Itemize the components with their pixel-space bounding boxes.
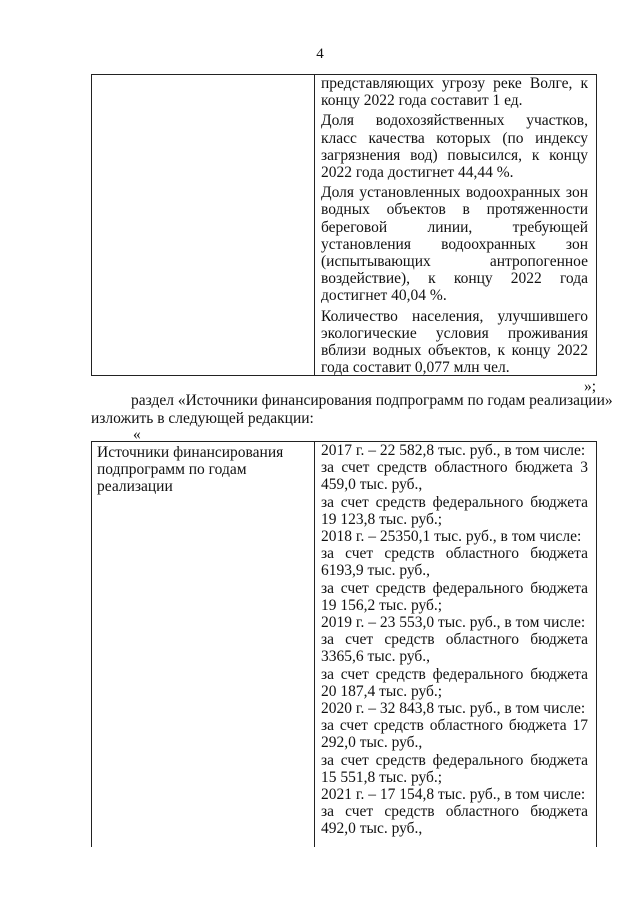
funding-line: 2017 г. – 22 582,8 тыс. руб., в том числе: (321, 442, 586, 459)
funding-sources-label: Источники финансирования подпрограмм по годам реализации (97, 444, 284, 496)
funding-table-left-cell (92, 442, 315, 847)
section-instruction-line: изложить в следующей редакции: (91, 409, 314, 427)
indicator-paragraph: представляющих угрозу реке Волге, к концу 2022 года составит 1 ед. (321, 75, 588, 110)
funding-line: за счет средств областного бюджета 17 292,0 тыс. руб., (321, 717, 588, 752)
closing-quote: »; (583, 378, 596, 395)
indicator-paragraph: Доля водохозяйственных участков, класс качества которых (по индексу загрязнения вод) повысился, к концу 2022 года достигнет 44,44 %. (321, 112, 588, 182)
funding-line: за счет средств федерального бюджета 19 123,8 тыс. руб.; (321, 493, 588, 528)
section-instruction-line: раздел «Источники финансирования подпрограмм по годам реализации» (131, 392, 613, 409)
section-instruction (91, 392, 613, 427)
funding-table (91, 441, 597, 847)
funding-line: 2019 г. – 23 553,0 тыс. руб., в том числе: (321, 614, 586, 632)
indicator-paragraph: Количество населения, улучшившего экологические условия проживания вблизи водных объектов, к концу 2022 года составит 0,077 млн чел. (321, 307, 588, 377)
indicator-paragraph: Доля установленных водоохранных зон водных объектов в протяженности береговой линии, требующей установления водоохранных зон (испытывающих антропогенное воздействие), к концу 2022 года достигнет 40,04 %. (321, 184, 588, 305)
funding-line: за счет средств областного бюджета 3365,6 тыс. руб., (321, 631, 588, 666)
indicators-table-right-cell (315, 75, 596, 375)
funding-line: 2018 г. – 25350,1 тыс. руб., в том числе: (321, 528, 582, 546)
funding-line: за счет средств федерального бюджета 19 156,2 тыс. руб.; (321, 579, 588, 614)
funding-line: за счет средств федерального бюджета 15 551,8 тыс. руб.; (321, 751, 588, 786)
funding-table-right-cell (315, 442, 596, 847)
indicators-table-left-cell (92, 75, 315, 375)
indicators-table (91, 74, 597, 376)
funding-line: 2020 г. – 32 843,8 тыс. руб., в том числе: (321, 700, 586, 718)
funding-line: за счет средств областного бюджета 6193,9 тыс. руб., (321, 545, 588, 580)
page-number: 4 (316, 46, 324, 62)
funding-line: за счет средств федерального бюджета 20 187,4 тыс. руб.; (321, 665, 588, 700)
opening-quote: « (133, 426, 141, 443)
funding-line: 2021 г. – 17 154,8 тыс. руб., в том числе: (321, 786, 586, 804)
funding-line: за счет средств областного бюджета 3 459,0 тыс. руб., (321, 459, 588, 494)
funding-line: за счет средств областного бюджета 492,0 тыс. руб., (321, 803, 588, 838)
